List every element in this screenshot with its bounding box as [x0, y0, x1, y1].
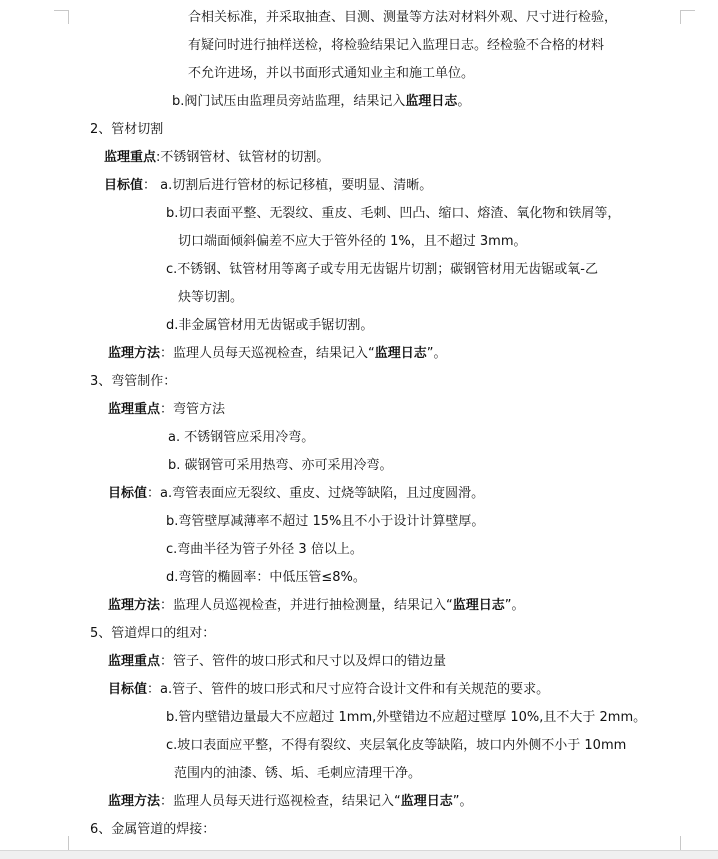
paragraph-line: c.坡口表面应平整，不得有裂纹、夹层氧化皮等缺陷，坡口内外侧不小于 10mm — [166, 738, 627, 753]
paragraph-line: b.管内壁错边量最大不应超过 1mm,外壁错边不应超过壁厚 10%,且不大于 2mm。 — [166, 710, 647, 725]
section-heading: 6、金属管道的焊接： — [90, 822, 216, 837]
paragraph-line: 监理重点：管子、管件的坡口形式和尺寸以及焊口的错边量 — [108, 654, 447, 669]
paragraph-line: d.弯管的椭圆率：中低压管≤8%。 — [166, 570, 366, 585]
margin-mark-bottom-left — [68, 836, 69, 850]
paragraph-line: 监理方法：监理人员巡视检查，并进行抽检测量，结果记入“监理日志”。 — [108, 598, 525, 613]
paragraph-line: b.阀门试压由监理员旁站监理，结果记入监理日志。 — [172, 94, 471, 109]
section-heading: 5、管道焊口的组对： — [90, 626, 216, 641]
paragraph-line: 目标值： a.切割后进行管材的标记移植，要明显、清晰。 — [104, 178, 433, 193]
paragraph-line: 炔等切割。 — [178, 290, 244, 305]
paragraph-line: 有疑问时进行抽样送检，将检验结果记入监理日志。经检验不合格的材料 — [188, 38, 605, 53]
section-heading: 3、弯管制作： — [90, 374, 177, 389]
paragraph-line: b. 碳钢管可采用热弯、亦可采用冷弯。 — [168, 458, 393, 473]
paragraph-line: 不允许进场，并以书面形式通知业主和施工单位。 — [188, 66, 475, 81]
margin-mark-bottom-right — [680, 836, 681, 850]
margin-mark-top-left — [68, 10, 69, 24]
margin-mark-top-left-h — [54, 10, 68, 11]
margin-mark-top-right-h — [681, 10, 695, 11]
paragraph-line: 切口端面倾斜偏差不应大于管外径的 1%，且不超过 3mm。 — [178, 234, 527, 249]
paragraph-line: b.弯管壁厚减薄率不超过 15%且不小于设计计算壁厚。 — [166, 514, 485, 529]
margin-mark-top-right — [680, 10, 681, 24]
paragraph-line: 合相关标准，并采取抽查、目测、测量等方法对材料外观、尺寸进行检验， — [188, 10, 618, 25]
paragraph-line: 监理方法：监理人员每天巡视检查，结果记入“监理日志”。 — [108, 346, 447, 361]
paragraph-line: d.非金属管材用无齿锯或手锯切割。 — [166, 318, 374, 333]
paragraph-line: 监理方法：监理人员每天进行巡视检查，结果记入“监理日志”。 — [108, 794, 473, 809]
paragraph-line: b.切口表面平整、无裂纹、重皮、毛刺、凹凸、缩口、熔渣、氧化物和铁屑等， — [166, 206, 621, 221]
paragraph-line: c.不锈钢、钛管材用等离子或专用无齿锯片切割；碳钢管材用无齿锯或氧-乙 — [166, 262, 598, 277]
paragraph-line: 监理重点:不锈钢管材、钛管材的切割。 — [104, 150, 330, 165]
paragraph-line: 目标值：a.弯管表面应无裂纹、重皮、过烧等缺陷，且过度圆滑。 — [108, 486, 485, 501]
paragraph-line: a. 不锈钢管应采用冷弯。 — [168, 430, 315, 445]
paragraph-line: c.弯曲半径为管子外径 3 倍以上。 — [166, 542, 363, 557]
paragraph-line: 范围内的油漆、锈、垢、毛刺应清理干净。 — [174, 766, 422, 781]
paragraph-line: 目标值：a.管子、管件的坡口形式和尺寸应符合设计文件和有关规范的要求。 — [108, 682, 550, 697]
section-heading: 2、管材切割 — [90, 122, 164, 137]
paragraph-line: 监理重点：弯管方法 — [108, 402, 226, 417]
